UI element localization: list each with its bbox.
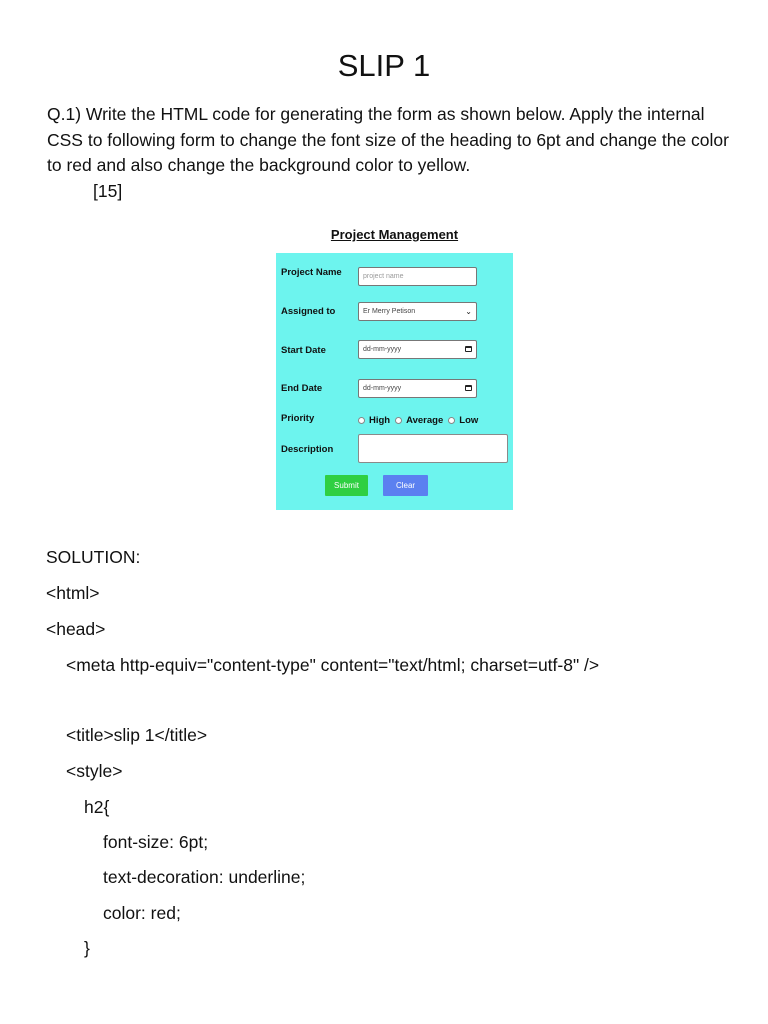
end-date-input bbox=[358, 379, 477, 398]
description-textarea bbox=[358, 434, 508, 463]
project-name-input: project name bbox=[358, 267, 477, 286]
start-date-label: Start Date bbox=[281, 345, 326, 356]
clear-button: Clear bbox=[383, 475, 428, 496]
question-text: Q.1) Write the HTML code for generating the form as shown below. Apply the internal CSS to following form to change the font size of the heading to 6pt and change the color to red and also change the background color to yellow. bbox=[47, 104, 729, 175]
radio-average bbox=[395, 417, 402, 424]
priority-label: Priority bbox=[281, 413, 315, 424]
code-line: <style> bbox=[66, 761, 123, 781]
page-title: SLIP 1 bbox=[337, 48, 431, 83]
start-date-input bbox=[358, 340, 477, 359]
radio-high bbox=[358, 417, 365, 424]
description-label: Description bbox=[281, 444, 334, 455]
code-line: <meta http-equiv="content-type" content="text/html; charset=utf-8" /> bbox=[66, 655, 600, 675]
submit-button: Submit bbox=[325, 475, 368, 496]
code-line: font-size: 6pt; bbox=[103, 832, 209, 852]
project-name-label: Project Name bbox=[281, 267, 342, 278]
calendar-icon bbox=[465, 346, 472, 352]
assigned-to-select bbox=[358, 302, 477, 321]
start-date-placeholder: dd-mm-yyyy bbox=[363, 346, 402, 353]
radio-low bbox=[448, 417, 455, 424]
end-date-label: End Date bbox=[281, 383, 323, 394]
solution-heading: SOLUTION: bbox=[46, 547, 141, 567]
form-figure bbox=[276, 253, 513, 510]
code-line: color: red; bbox=[103, 903, 181, 923]
code-line: <html> bbox=[46, 583, 100, 603]
code-line: <head> bbox=[46, 619, 106, 639]
end-date-placeholder: dd-mm-yyyy bbox=[363, 385, 402, 392]
priority-radio-group bbox=[358, 413, 483, 427]
radio-high-label: High bbox=[369, 414, 391, 426]
code-line: text-decoration: underline; bbox=[103, 867, 306, 887]
radio-average-label: Average bbox=[406, 414, 444, 426]
radio-low-label: Low bbox=[459, 414, 479, 426]
calendar-icon bbox=[465, 385, 472, 391]
assigned-to-label: Assigned to bbox=[281, 306, 336, 317]
marks-label: [15] bbox=[93, 181, 123, 201]
code-line: } bbox=[84, 938, 90, 958]
code-line: h2{ bbox=[84, 797, 110, 817]
code-line: <title>slip 1</title> bbox=[66, 725, 208, 745]
chevron-down-icon: ⌄ bbox=[465, 307, 472, 316]
assigned-to-value: Er Merry Petison bbox=[363, 308, 416, 315]
figure-heading: Project Management bbox=[330, 227, 459, 242]
